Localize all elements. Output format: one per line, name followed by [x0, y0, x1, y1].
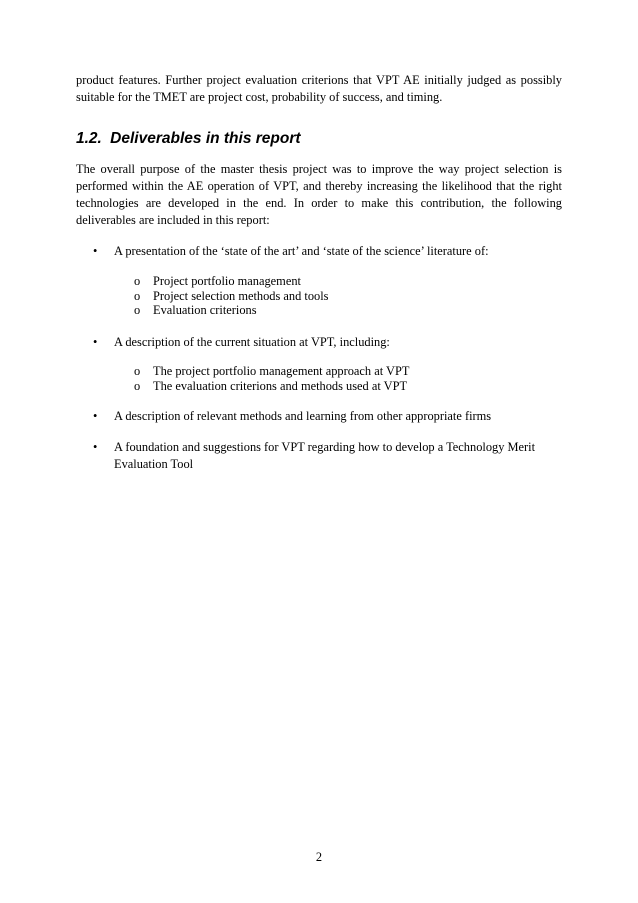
sub-item-text: The project portfolio management approach at VPT [153, 364, 410, 378]
bullet-marker: • [93, 244, 98, 258]
bullet-marker: • [93, 409, 98, 423]
deliverable-text: A description of the current situation at VPT, including: [114, 335, 390, 349]
intro-paragraph: product features. Further project evaluation criterions that VPT AE initially judged as possibly suitable for the TMET are project cost, probability of success, and timing. [76, 73, 562, 104]
deliverable-item [93, 408, 563, 425]
sub-item [134, 303, 257, 318]
sub-bullet-marker: o [134, 303, 141, 317]
sub-bullet-marker: o [134, 288, 141, 303]
section-number: 1.2. [76, 130, 102, 147]
section-paragraph: The overall purpose of the master thesis project was to improve the way project selection is performed within the AE operation of VPT, and thereby increasing the likelihood that the right technologies are developed in the end. In order to make this contribution, the following deliverables are included in this report: [76, 162, 562, 227]
sub-bullet-marker: o [134, 274, 141, 288]
deliverable-item [93, 243, 563, 260]
sub-item [134, 364, 409, 379]
sub-item [134, 289, 329, 304]
sub-item-text: The evaluation criterions and methods used at VPT [153, 378, 408, 393]
deliverable-text: A foundation and suggestions for VPT regarding how to develop a Technology Merit Evaluation Tool [114, 440, 536, 471]
deliverable-item [93, 334, 563, 351]
page-number: 2 [315, 850, 323, 864]
sub-bullet-marker: o [134, 378, 141, 393]
sub-item [134, 274, 301, 289]
sub-item-text: Project selection methods and tools [153, 288, 329, 303]
sub-bullet-marker: o [134, 364, 141, 378]
section-title: Deliverables in this report [110, 130, 301, 147]
sub-item [134, 379, 407, 394]
bullet-marker: • [93, 335, 98, 349]
deliverable-text: A description of relevant methods and learning from other appropriate firms [114, 409, 492, 423]
sub-item-text: Project portfolio management [153, 274, 301, 288]
sub-item-text: Evaluation criterions [153, 303, 257, 317]
deliverable-item [93, 439, 563, 473]
deliverable-text: A presentation of the ‘state of the art’ and ‘state of the science’ literature of: [114, 244, 489, 258]
bullet-marker: • [93, 440, 98, 454]
section-heading [76, 129, 301, 149]
